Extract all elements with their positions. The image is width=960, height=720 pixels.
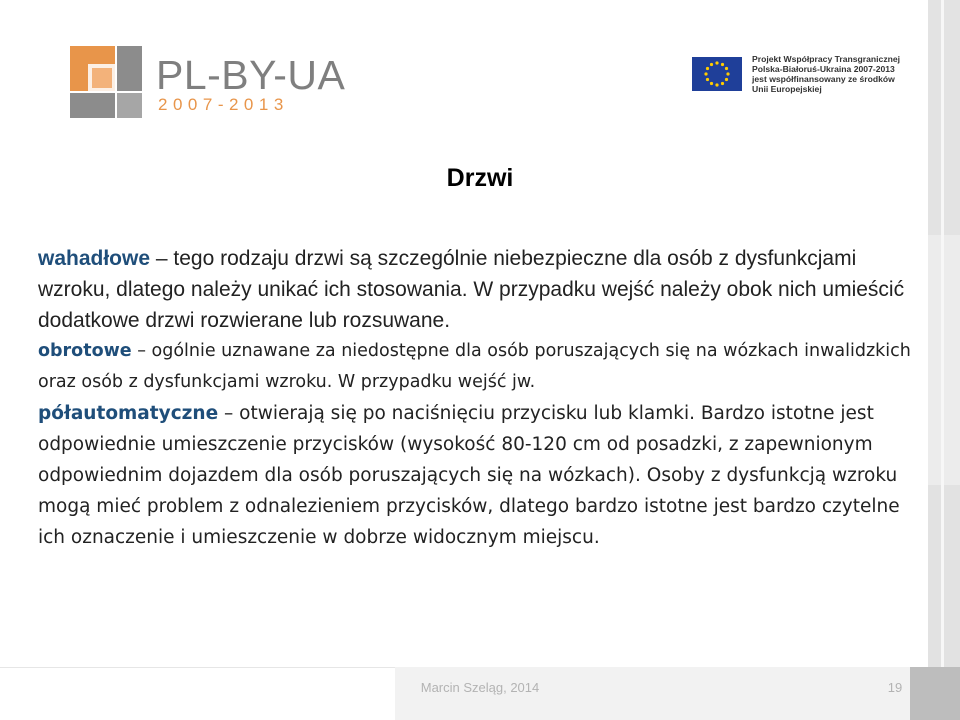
slide-title-text: Drzwi <box>446 164 514 192</box>
eu-text-line: jest współfinansowany ze środków <box>752 74 895 84</box>
term-label: półautomatyczne <box>38 403 219 424</box>
eu-project-text <box>752 54 932 94</box>
slide-body <box>38 243 918 553</box>
eu-flag-icon <box>692 57 742 91</box>
logo-title: PL-BY-UA <box>156 52 346 98</box>
eu-text-line: Polska-Białoruś-Ukraina 2007-2013 <box>752 64 895 74</box>
footer-author: Marcin Szeląg, 2014 <box>420 680 540 695</box>
page-number: 19 <box>887 680 903 695</box>
eu-text-line: Unii Europejskiej <box>752 84 822 94</box>
right-decorative-band <box>928 0 960 720</box>
paragraph-wahadlowe <box>38 243 918 336</box>
term-label: wahadłowe <box>38 247 151 270</box>
program-logo-icon <box>70 46 142 118</box>
logo-years: 2007-2013 <box>158 95 289 114</box>
eu-text-line: Projekt Współpracy Transgranicznej <box>752 54 901 64</box>
paragraph-text: – tego rodzaju drzwi są szczególnie niebezpieczne dla osób z dysfunkcjami wzroku, dlatego należy unikać ich stosowania. W przypadku wejść należy obok nich umieścić dodatkowe drzwi rozwierane lub rozsuwane. <box>38 247 905 332</box>
paragraph-polautomatyczne <box>38 398 918 553</box>
term-label: obrotowe <box>38 341 132 361</box>
paragraph-text: – otwierają się po naciśnięciu przycisku lub klamki. Bardzo istotne jest odpowiednie umieszczenie przycisków (wysokość 80-120 cm od posadzki, z zapewnionym odpowiednim dojazdem dla osób poruszających się na wózkach). Osoby z dysfunkcją wzroku mogą mieć problem z odnalezieniem przycisków, dlatego bardzo istotne jest bardzo czytelne ich oznaczenie i umieszczenie w dobrze widocznym miejscu. <box>38 403 900 548</box>
paragraph-obrotowe <box>38 336 918 398</box>
slide-title <box>0 164 960 193</box>
paragraph-text: – ogólnie uznawane za niedostępne dla osób poruszających się na wózkach inwalidzkich oraz osób z dysfunkcjami wzroku. W przypadku wejść jw. <box>38 341 911 392</box>
